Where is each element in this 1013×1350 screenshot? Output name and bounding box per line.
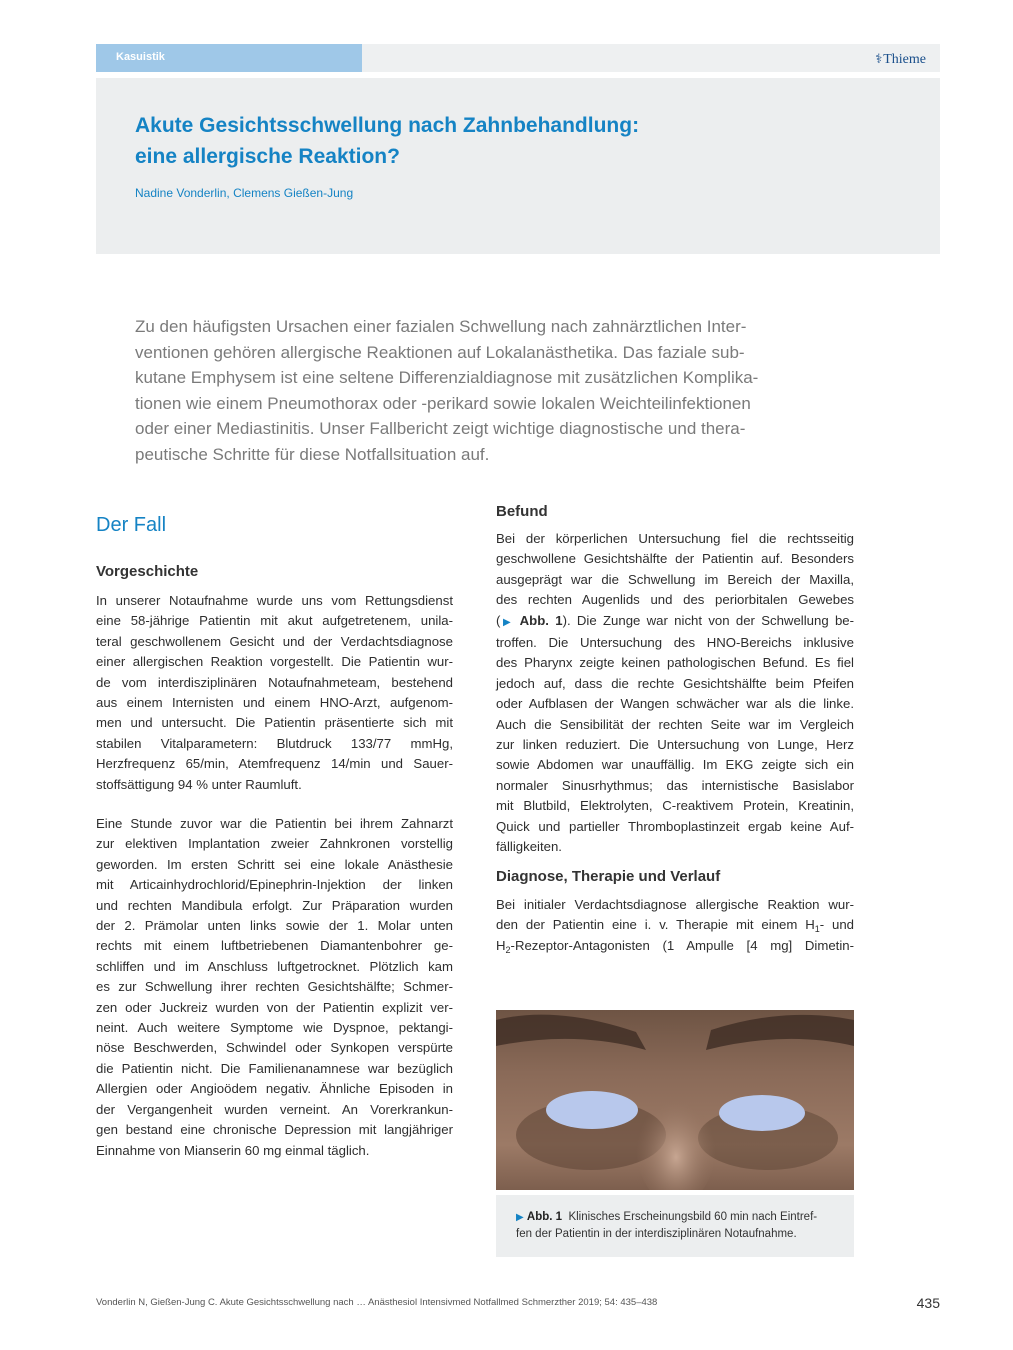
title-line-1: Akute Gesichtsschwellung nach Zahnbehandlung:	[135, 114, 640, 137]
text-line: men und untersucht. Die Patientin präsentierte sich mit	[96, 715, 453, 731]
text-line: kutane Emphysem ist eine seltene Differenzialdiagnose mit zusätzlichen Komplika-	[135, 368, 759, 387]
diag-text: -Rezeptor-Antagonisten (1 Ampulle [4 mg] Dimetin-	[510, 937, 854, 953]
text-line: Herzfrequenz 65/min, Atemfrequenz 14/min und Sauer-	[96, 756, 453, 772]
diag-line	[496, 936, 854, 956]
face-photo-image	[496, 1010, 854, 1190]
text-line: normaler Sinusrhythmus; das internistische Basislabor	[496, 777, 854, 793]
title-box	[96, 78, 940, 254]
thieme-emblem-icon: ⚕	[875, 51, 883, 66]
text-line: des Pharynx zeigte keinen pathologischen Befund. Es fiel	[496, 655, 854, 671]
text-line: es zur Schwellung ihrer rechten Gesichtshälfte; Schmer-	[96, 979, 453, 995]
text-line: gen bestand eine chronische Depression mit langjähriger	[96, 1122, 453, 1138]
rubric-label: Kasuistik	[96, 44, 362, 72]
paren: (	[496, 612, 501, 628]
figure-arrow-icon: ▶	[500, 616, 514, 628]
paragraph-befund	[496, 529, 854, 858]
caption-label: Abb. 1	[526, 1211, 563, 1223]
paragraph-diagnose	[496, 895, 854, 956]
text-line: Bei der körperlichen Untersuchung fiel die rechtsseitig	[496, 531, 854, 546]
page-number: 435	[916, 1295, 940, 1311]
text-line: mit Articainhydrochlorid/Epinephrin-Injektion der linken	[96, 877, 453, 893]
text-line: stabilen Vitalparametern: Blutdruck 133/77 mmHg,	[96, 735, 453, 751]
text-line: peutische Schritte für diese Notfallsituation auf.	[135, 444, 490, 464]
text-line: Zu den häufigsten Ursachen einer fazialen Schwellung nach zahnärztlichen Inter-	[135, 317, 747, 336]
subheading-diagnose: Diagnose, Therapie und Verlauf	[496, 868, 721, 885]
figure-caption	[496, 1195, 854, 1257]
text-line: nöse Beschwerden, Schwindel oder Synkopen verspürte	[96, 1040, 453, 1056]
text-line: Allergien oder Angioödem negativ. Ähnliche Episoden in	[96, 1081, 453, 1097]
text-line: oder einer Mediastinitis. Unser Fallbericht zeigt wichtige diagnostische und thera-	[135, 419, 746, 438]
text-line: schliffen und im Anschluss luftgetrocknet. Plötzlich kam	[96, 958, 453, 974]
text-line: mit Blutbild, Elektrolyten, C-reaktivem Protein, Kreatinin,	[496, 798, 854, 814]
paragraph-history-2	[96, 814, 453, 1161]
caption-arrow-icon: ▶	[516, 1212, 524, 1223]
text-line: oder Aufblasen der Wangen schwächer war als die linke.	[496, 696, 854, 712]
text-line: eine 58-jährige Patientin mit akut aufgetretenem, unila-	[96, 613, 453, 629]
text-line: geworden. Im ersten Schritt sei eine lokale Anästhesie	[96, 856, 453, 872]
text-line: troffen. Die Untersuchung des HNO-Bereichs inklusive	[496, 635, 854, 651]
text-line: die Patientin nicht. Die Familienanamnese war bezüglich	[96, 1060, 453, 1076]
text-line: stoffsättigung 94 % unter Raumluft.	[96, 776, 302, 792]
authors: Nadine Vonderlin, Clemens Gießen-Jung	[135, 186, 354, 200]
text-line: fälligkeiten.	[496, 839, 562, 855]
diag-text: - und	[819, 917, 855, 933]
text-line: neint. Auch weitere Symptome wie Dyspnoe, pektangi-	[96, 1020, 453, 1036]
subheading-befund: Befund	[496, 503, 548, 520]
befund-ref-rest: ). Die Zunge war nicht von der Schwellung be-	[562, 612, 854, 628]
text-line: Auch die Sensibilität der rechten Seite war im Vergleich	[496, 716, 854, 732]
subheading-vorgeschichte: Vorgeschichte	[96, 563, 199, 580]
diag-line: Bei initialer Verdachtsdiagnose allergische Reaktion wur-	[496, 897, 854, 912]
article-title	[135, 110, 835, 172]
footer-citation: Vonderlin N, Gießen-Jung C. Akute Gesichtsschwellung nach … Anästhesiol Intensivmed Notfallmed Schmerzther 2019; 54: 435–438	[96, 1297, 658, 1308]
befund-ref-line	[496, 611, 854, 633]
subscript: 2	[505, 944, 511, 955]
text-line: der 2. Prämolar unten links sowie der 1. Molar unten	[96, 918, 453, 934]
text-line: Eine Stunde zuvor war die Patientin bei ihrem Zahnarzt	[96, 816, 453, 831]
text-line: de vom interdisziplinären Notaufnahmeteam, bestehend	[96, 674, 453, 690]
text-line: sowie Abdomen war unauffällig. Im EKG zeigte sich ein	[496, 757, 854, 773]
figure-reference[interactable]: Abb. 1	[519, 612, 563, 628]
diag-line	[496, 915, 854, 935]
caption-text-2: fen der Patientin in der interdisziplinären Notaufnahme.	[516, 1228, 797, 1240]
text-line: des rechten Augenlids und des periorbitalen Gewebes	[496, 592, 854, 608]
text-line: Einnahme von Mianserin 60 mg einmal täglich.	[96, 1142, 370, 1158]
text-line: In unserer Notaufnahme wurde uns vom Rettungsdienst	[96, 593, 453, 608]
text-line: einer allergischen Reaktion vorgestellt. Die Patientin wur-	[96, 654, 453, 670]
subscript: 1	[814, 924, 820, 935]
publisher-name: Thieme	[883, 52, 926, 67]
top-bar	[96, 44, 940, 72]
abstract	[135, 314, 815, 467]
text-line: aus einem Internisten und einem HNO-Arzt, aufgenom-	[96, 695, 453, 711]
text-line: und rechten Mandibula erfolgt. Zur Präparation wurden	[96, 897, 453, 913]
section-heading: Der Fall	[96, 514, 167, 536]
text-line: ventionen gehören allergische Reaktionen auf Lokalanästhetika. Das faziale sub-	[135, 342, 745, 362]
title-line-2: eine allergische Reaktion?	[135, 145, 400, 168]
text-line: teral geschwollenem Gesicht und der Verdachtsdiagnose	[96, 633, 453, 649]
text-line: Quick und partieller Thromboplastinzeit ergab keine Auf-	[496, 818, 854, 834]
text-line: jedoch auf, dass die rechte Gesichtshälfte beim Pfeifen	[496, 675, 854, 691]
text-line: rechts mit einem luftbetriebenen Diamantenbohrer ge-	[96, 938, 453, 954]
text-line: geschwollene Gesichtshälfte der Patientin auf. Besonders	[496, 551, 854, 567]
text-line: tionen wie einem Pneumothorax oder -perikard sowie lokalen Weichteilinfektionen	[135, 393, 751, 413]
text-line: ausgeprägt war die Schwellung im Bereich der Maxilla,	[496, 571, 854, 587]
caption-text-1: Klinisches Erscheinungsbild 60 min nach Eintref-	[568, 1211, 818, 1223]
text-line: zen oder Juckreiz wurden von der Patientin explizit ver-	[96, 999, 453, 1015]
clinical-photo	[496, 1010, 854, 1190]
paragraph-history-1	[96, 591, 453, 795]
diag-text: H	[496, 937, 506, 953]
text-line: zur elektiven Implantation zweier Zahnkronen vorstellig	[96, 836, 453, 852]
text-line: zur linken reduziert. Die Untersuchung von Lunge, Herz	[496, 737, 854, 753]
diag-text: den der Patientin eine i. v. Therapie mit einem H	[496, 917, 815, 933]
text-line: der Vergangenheit wurden verneint. An Vorerkrankun-	[96, 1101, 453, 1117]
publisher-logo	[875, 51, 926, 68]
